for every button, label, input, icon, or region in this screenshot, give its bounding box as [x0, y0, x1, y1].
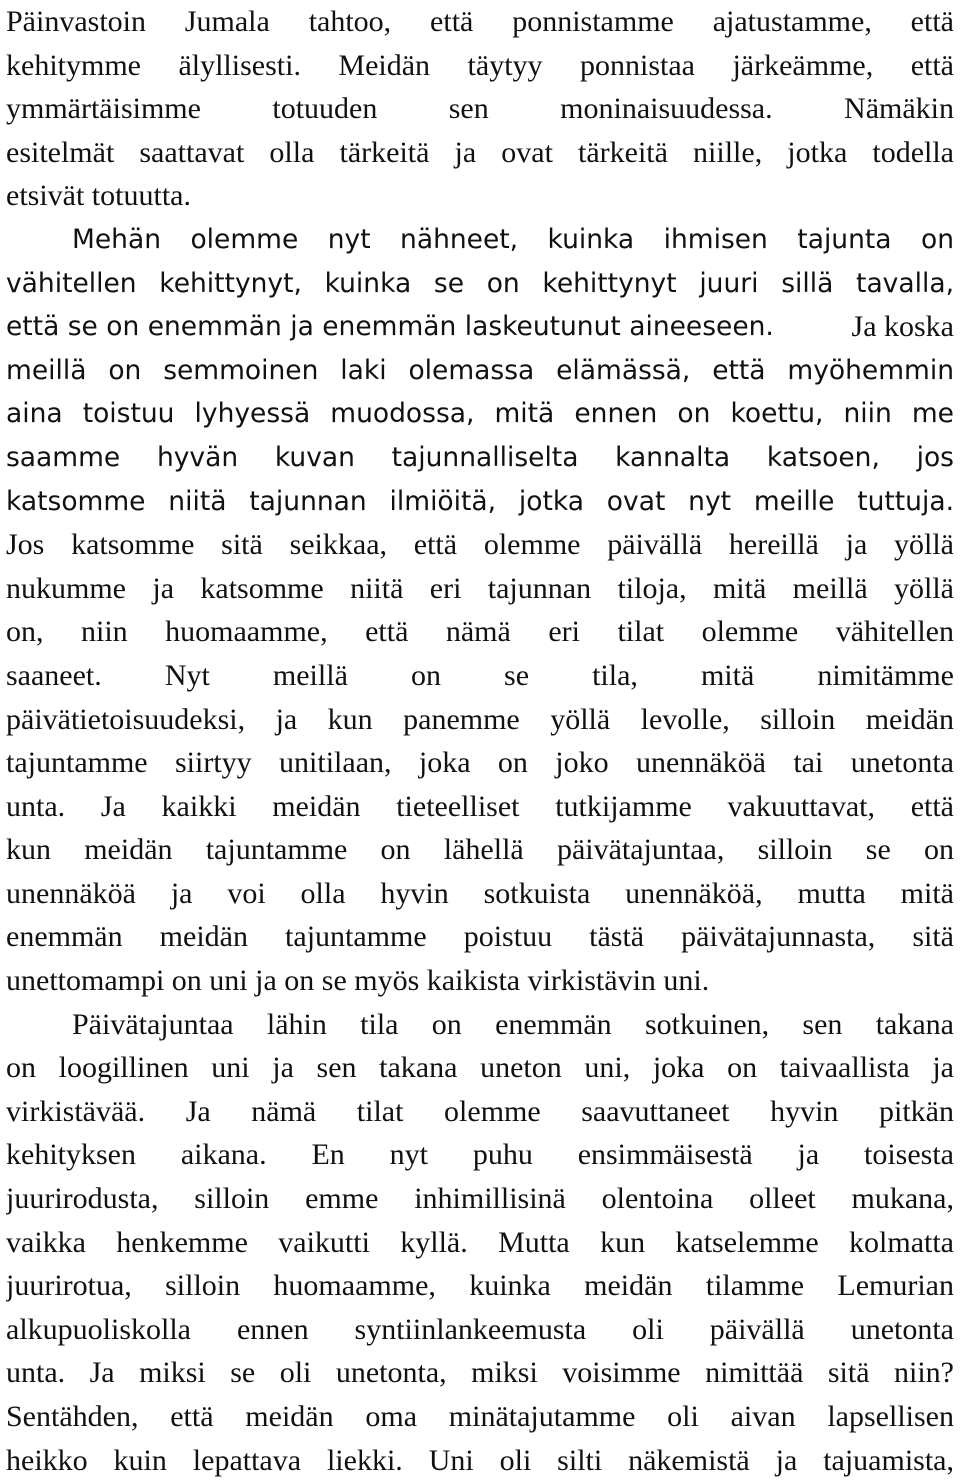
text-line-30: juurirotua, silloin huomaamme, kuinka meidän tilamme Lemurian	[6, 1269, 954, 1303]
text-line-6: Mehän olemme nyt nähneet, kuinka ihmisen tajunta on	[72, 223, 954, 255]
text-line-10: aina toistuu lyhyessä muodossa, mitä ennen on koettu, niin me	[6, 398, 954, 430]
text-line-27: kehityksen aikana. En nyt puhu ensimmäisestä ja toisesta	[6, 1138, 954, 1172]
text-line-26: virkistävää. Ja nämä tilat olemme saavuttaneet hyvin pitkän	[6, 1094, 954, 1128]
text-line-5: etsivät totuutta.	[6, 179, 191, 213]
text-line-23: unettomampi on uni ja on se myös kaikista virkistävin uni.	[6, 964, 710, 998]
text-line-14: nukumme ja katsomme niitä eri tajunnan tiloja, mitä meillä yöllä	[6, 571, 954, 605]
text-line-7: vähitellen kehittynyt, kuinka se on kehittynyt juuri sillä tavalla,	[6, 267, 954, 299]
text-line-33: Sentähden, että meidän oma minätajutamme oli aivan lapsellisen	[6, 1400, 954, 1433]
text-line-31: alkupuoliskolla ennen syntiinlankeemusta oli päivällä unetonta	[6, 1312, 954, 1346]
text-line-8-sans: että se on enemmän ja enemmän laskeutunut aineeseen.	[6, 311, 774, 343]
text-line-18: tajuntamme siirtyy unitilaan, joka on joko unennäköä tai unetonta	[6, 746, 954, 780]
text-line-21: unennäköä ja voi olla hyvin sotkuista unennäköä, mutta mitä	[6, 876, 954, 910]
text-line-8-serif: Ja koska	[851, 310, 954, 344]
text-line-34: heikko kuin lepattava liekki. Uni oli silti näkemistä ja tajuamista,	[6, 1443, 954, 1477]
text-line-16: saaneet. Nyt meillä on se tila, mitä nimitämme	[6, 658, 954, 692]
text-line-29: vaikka henkemme vaikutti kyllä. Mutta kun katselemme kolmatta	[6, 1225, 954, 1259]
text-line-4: esitelmät saattavat olla tärkeitä ja ovat tärkeitä niille, jotka todella	[6, 135, 954, 169]
text-line-12: katsomme niitä tajunnan ilmiöitä, jotka ovat nyt meille tuttuja.	[6, 485, 954, 517]
text-line-8-mixed	[6, 305, 954, 349]
text-line-20: kun meidän tajuntamme on lähellä päivätajuntaa, silloin se on	[6, 833, 954, 867]
document-page	[6, 0, 954, 1482]
text-line-11: saamme hyvän kuvan tajunnalliselta kannalta katsoen, jos	[6, 441, 954, 473]
text-line-24: Päivätajuntaa lähin tila on enemmän sotkuinen, sen takana	[72, 1007, 954, 1041]
text-line-9: meillä on semmoinen laki olemassa elämässä, että myöhemmin	[6, 354, 954, 386]
text-line-17: päivätietoisuudeksi, ja kun panemme yöllä levolle, silloin meidän	[6, 702, 954, 736]
text-line-3: ymmärtäisimme totuuden sen moninaisuudessa. Nämäkin	[6, 92, 954, 126]
text-line-15: on, niin huomaamme, että nämä eri tilat olemme vähitellen	[6, 615, 954, 649]
text-line-22: enemmän meidän tajuntamme poistuu tästä päivätajunnasta, sitä	[6, 920, 954, 954]
text-line-19: unta. Ja kaikki meidän tieteelliset tutkijamme vakuuttavat, että	[6, 789, 954, 823]
text-line-1: Päinvastoin Jumala tahtoo, että ponnistamme ajatustamme, että	[6, 5, 954, 38]
text-line-32: unta. Ja miksi se oli unetonta, miksi voisimme nimittää sitä niin?	[6, 1356, 954, 1390]
text-line-25: on loogillinen uni ja sen takana uneton uni, joka on taivaallista ja	[6, 1051, 954, 1085]
text-line-13: Jos katsomme sitä seikkaa, että olemme päivällä hereillä ja yöllä	[6, 528, 954, 562]
text-line-28: juurirodusta, silloin emme inhimillisinä olentoina olleet mukana,	[6, 1182, 954, 1216]
text-line-2: kehitymme älyllisesti. Meidän täytyy ponnistaa järkeämme, että	[6, 48, 954, 82]
